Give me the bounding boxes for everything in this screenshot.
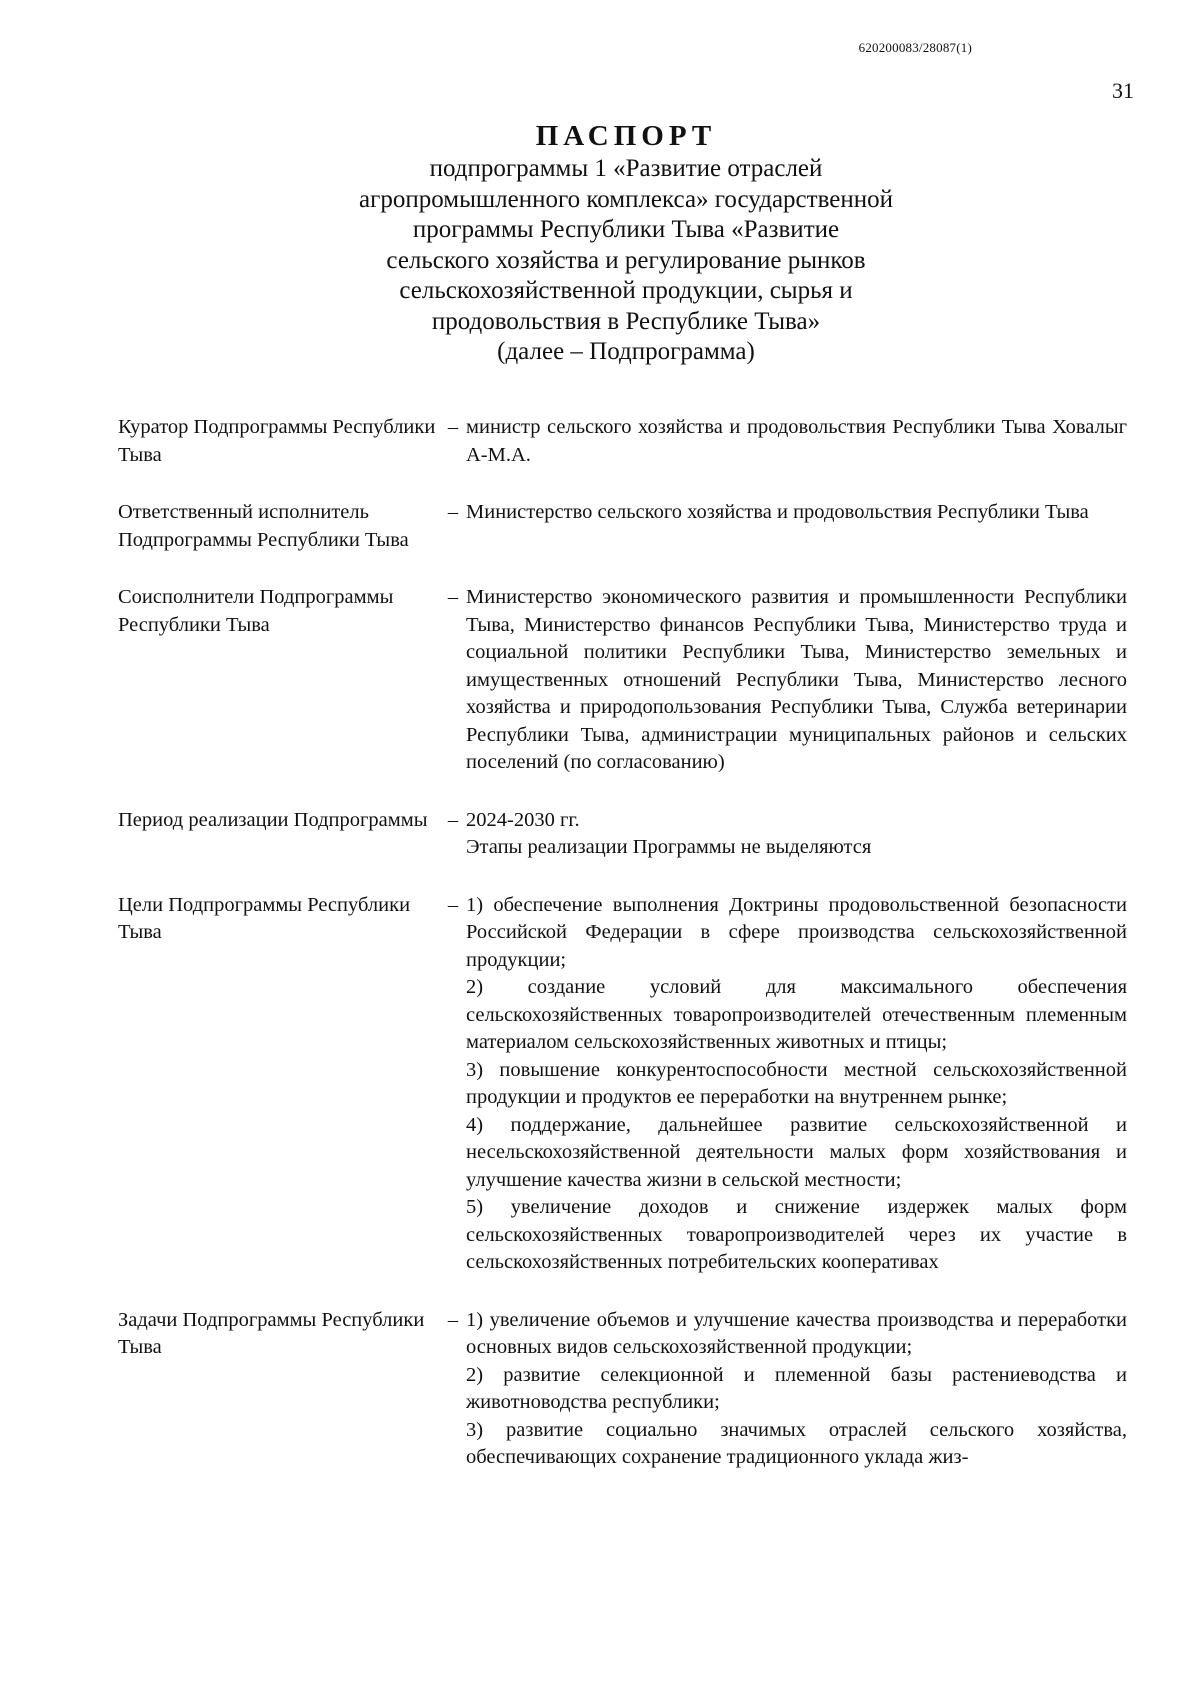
row-value (466, 1307, 1127, 1472)
value-paragraph: 3) повышение конкурентоспособности местной сельскохозяйственной продукции и продуктов ее переработки на внутреннем рынке; (466, 1058, 1127, 1108)
passport-row-curator (118, 414, 1127, 469)
row-label: Куратор Подпрограммы Республики Тыва (118, 416, 436, 466)
value-paragraph: Этапы реализации Программы не выделяются (466, 836, 872, 858)
row-dash: – (447, 416, 459, 438)
row-value (466, 892, 1127, 1277)
passport-row-tasks (118, 1307, 1127, 1472)
heading-line: продовольствия в Республике Тыва» (431, 307, 821, 335)
row-value (466, 584, 1127, 777)
value-paragraph: Министерство экономического развития и промышленности Республики Тыва, Министерство финансов Республики Тыва, Министерство труда и социальной политики Республики Тыва, Министерство земельных и имущественных отношений Республики Тыва, Министерство лесного хозяйства и природопользования Республики Тыва, Служба ветеринарии Республики Тыва, администрации муниципальных районов и сельских поселений (по согласованию) (466, 586, 1127, 773)
row-value (466, 499, 1127, 554)
row-label: Задачи Подпрограммы Республики Тыва (118, 1308, 425, 1358)
row-label: Цели Подпрограммы Республики Тыва (118, 893, 411, 943)
passport-heading (0, 118, 1200, 368)
value-paragraph: министр сельского хозяйства и продовольствия Республики Тыва Ховалыг А-М.А. (466, 416, 1127, 466)
heading-line: сельскохозяйственной продукции, сырья и (399, 277, 853, 304)
row-value (466, 414, 1127, 469)
row-dash: – (447, 586, 459, 608)
value-paragraph: 2) создание условий для максимального обеспечения сельскохозяйственных товаропроизводителей отечественным племенным материалом сельскохозяйственных животных и птицы; (466, 976, 1127, 1053)
value-paragraph: 2024-2030 гг. (466, 808, 580, 831)
passport-row-coexecutors (118, 584, 1127, 777)
heading-line: программы Республики Тыва «Развитие (412, 216, 840, 243)
passport-table (118, 414, 1127, 1472)
value-paragraph: Министерство сельского хозяйства и продовольствия Республики Тыва (466, 501, 1089, 523)
heading-line: сельского хозяйства и регулирование рынков (386, 246, 866, 274)
row-dash: – (447, 893, 459, 916)
passport-row-period (118, 807, 1127, 862)
row-label: Соисполнители Подпрограммы Республики Тыва (118, 586, 394, 636)
value-paragraph: 1) увеличение объемов и улучшение качества производства и переработки основных видов сельскохозяйственной продукции; (466, 1308, 1127, 1358)
row-label: Ответственный исполнитель Подпрограммы Республики Тыва (118, 501, 409, 551)
row-dash: – (447, 501, 459, 523)
document-code: 620200083/28087(1) (858, 40, 972, 55)
value-paragraph: 1) обеспечение выполнения Доктрины продовольственной безопасности Российской Федерации в сфере производства сельскохозяйственной продукции; (466, 893, 1127, 971)
row-dash: – (447, 1308, 459, 1331)
row-label: Период реализации Подпрограммы (118, 808, 428, 831)
value-paragraph: 2) развитие селекционной и племенной базы растениеводства и животноводства республики; (466, 1363, 1127, 1413)
row-value (466, 807, 1127, 862)
passport-row-goals (118, 892, 1127, 1277)
page-number: 31 (1112, 78, 1134, 103)
value-paragraph: 4) поддержание, дальнейшее развитие сельскохозяйственной и несельскохозяйственной деятельности малых форм хозяйствования и улучшение качества жизни в сельской местности; (466, 1113, 1127, 1191)
heading-line: подпрограммы 1 «Развитие отраслей (429, 155, 823, 182)
value-paragraph: 5) увеличение доходов и снижение издержек малых форм сельскохозяйственных товаропроизводителей через их участие в сельскохозяйственных потребительских кооперативах (466, 1196, 1127, 1273)
heading-line: агропромышленного комплекса» государственной (359, 185, 893, 213)
row-dash: – (447, 808, 459, 831)
heading-title: ПАСПОРТ (535, 120, 717, 152)
value-paragraph: 3) развитие социально значимых отраслей сельского хозяйства, обеспечивающих сохранение традиционного уклада жиз- (466, 1418, 1127, 1468)
passport-row-responsible (118, 499, 1127, 554)
heading-line: (далее – Подпрограмма) (497, 338, 755, 365)
